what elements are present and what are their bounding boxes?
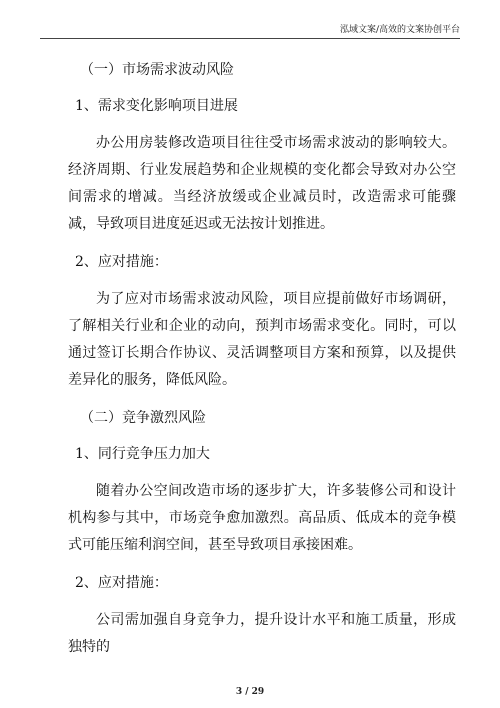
body-paragraph: 为了应对市场需求波动风险，项目应提前做好市场调研，了解相关行业和企业的动向，预判市场需求变化。同时，可以通过签订长期合作协议、灵活调整项目方案和预算，以及提供差异化的服务，降低风险。 [68, 291, 456, 388]
subsection-heading: 1、同行竞争压力加大 [75, 446, 210, 462]
body-paragraph: 公司需加强自身竞争力，提升设计水平和施工质量，形成独特的 [68, 612, 456, 655]
subsection-heading: 2、应对措施： [75, 254, 168, 270]
document-body [68, 58, 456, 661]
body-paragraph: 随着办公空间改造市场的逐步扩大，许多装修公司和设计机构参与其中，市场竞争愈加激烈。高品质、低成本的竞争模式可能压缩利润空间，甚至导致项目承接困难。 [68, 483, 456, 553]
subsection-heading: 1、需求变化影响项目进展 [75, 98, 238, 114]
page-number: 3 / 29 [235, 687, 265, 697]
header-divider [40, 38, 460, 39]
subsection-heading: 2、应对措施： [75, 575, 168, 591]
section-heading: （一）市场需求波动风险 [80, 62, 234, 78]
section-heading: （二）竞争激烈风险 [80, 410, 206, 426]
page-header: 泓域文案/高效的文案协创平台 [339, 25, 460, 35]
body-paragraph: 办公用房装修改造项目往往受市场需求波动的影响较大。经济周期、行业发展趋势和企业规模的变化都会导致对办公空间需求的增减。当经济放缓或企业减员时，改造需求可能骤减，导致项目进度延迟或无法按计划推进。 [68, 135, 456, 232]
